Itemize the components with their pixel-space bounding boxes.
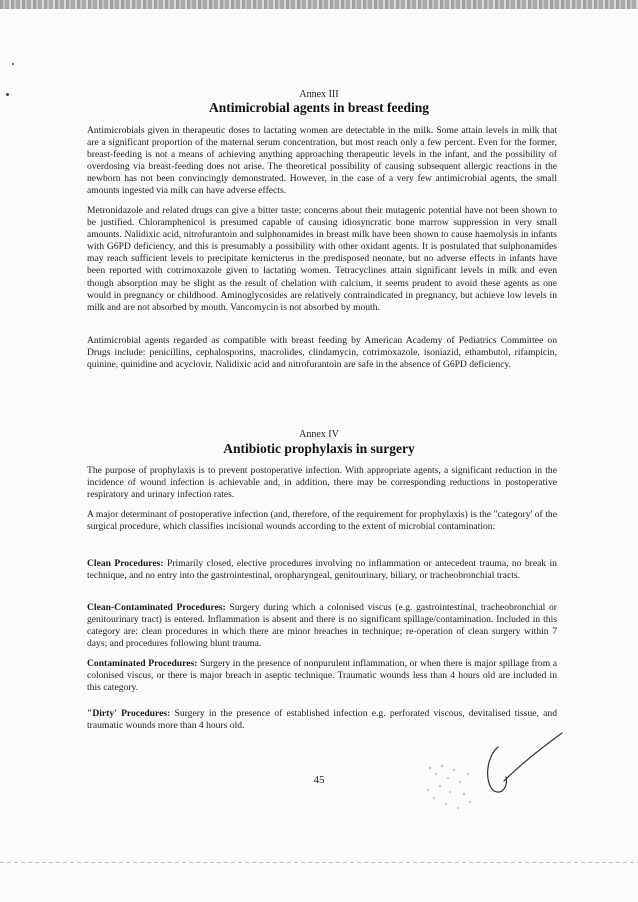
- category-contaminated: [87, 658, 557, 694]
- annex-iii-paragraph-3: Antimicrobial agents regarded as compatible with breast feeding by American Academy of Pediatrics Committee on Drugs include: penicillins, cephalosporins, macrolides, clindamycin, cotrimoxazole, isoniazid, ethambutol, rifampicin, quinine, quinidine and acyclovir. Nalidixic acid and nitrofurantoin are safe in the absence of G6PD deficiency.: [87, 335, 557, 371]
- annex-iv-paragraph-2: A major determinant of postoperative infection (and, therefore, of the requirement for prophylaxis) is the "category' of the surgical procedure, which classifies incisional wounds according to the extent of microbial contamination:: [87, 509, 557, 533]
- page-number: 45: [313, 774, 325, 786]
- category-term: "Dirty' Procedures:: [87, 708, 171, 719]
- handwritten-signature: [480, 725, 570, 805]
- annex-iii-label: Annex III: [299, 89, 339, 100]
- category-text: Surgery in the presence of nonpurulent inflammation, or when there is major spillage from a colonised viscus, or there is major breach in aseptic technique. Traumatic wounds less than 4 hours old are included in this category.: [87, 658, 557, 694]
- scan-speck: [12, 63, 14, 65]
- annex-iv-title: Antibiotic prophylaxis in surgery: [223, 441, 415, 456]
- annex-iii-paragraph-1: Antimicrobials given in therapeutic doses to lactating women are detectable in the milk. Some attain levels in milk that are a significant proportion of the maternal serum concentration, but most reach only a few percent. Even for the former, breast-feeding is not a means of achieving anything approaching therapeutic levels in the infant, and the possibility of overdosing via breast-feeding does not arise. The theoretical possibility of causing subsequent allergic reactions in the newborn has not been convincingly demonstrated. However, in the case of a very few antimicrobial agents, the small amounts ingested via milk can have adverse effects.: [87, 125, 557, 197]
- annex-iv-paragraph-1: The purpose of prophylaxis is to prevent postoperative infection. With appropriate agents, a significant reduction in the incidence of wound infection is achievable and, in addition, there may be corresponding reductions in postoperative respiratory and urinary infection rates.: [87, 465, 557, 501]
- category-text: Surgery during which a colonised viscus (e.g. gastrointestinal, tracheobronchial or genitourinary tract) is entered. Inflammation is absent and there is no significant spillage/contamination. Included in this category are: clean procedures in which there are minor breaches in technique; re-operation of clean surgery within 7 days; and procedures following blunt trauma.: [87, 602, 557, 650]
- annex-iii-title: Antimicrobial agents in breast feeding: [208, 100, 429, 115]
- annex-iv-label: Annex IV: [299, 429, 339, 440]
- category-term: Contaminated Procedures:: [87, 658, 198, 669]
- category-text: Surgery in the presence of established infection e.g. perforated viscous, devitalised tissue, and traumatic wounds more than 4 hours old.: [87, 708, 557, 732]
- category-term: Clean-Contaminated Procedures:: [87, 602, 226, 613]
- category-term: Clean Procedures:: [87, 558, 164, 569]
- category-clean-contaminated: [87, 602, 557, 650]
- annex-iii-paragraph-2: Metronidazole and related drugs can give a bitter taste; concerns about their mutagenic potential have not been shown to be justified. Chloramphenicol is presumed capable of causing idiosyncratic bone marrow suppression in very small amounts. Nalidixic acid, nitrofurantoin and sulphonamides in breast milk have been shown to cause haemolysis in infants with G6PD deficiency, and this is presumably a possibility with other oxidant agents. It is postulated that sulphonamides may reach sufficient levels to precipitate kernicterus in the predisposed neonate, but no adverse effects in infants have been reported with cotrimoxazole given to lactating women. Tetracyclines attain significant levels in milk and even though absorption may be slight as the result of chelation with calcium, it seems prudent to avoid these agents as one would in pregnancy or childhood. Aminoglycosides are relatively contraindicated in pregnancy, but achieve low levels in milk and are not absorbed by mouth. Vancomycin is not absorbed by mouth.: [87, 205, 557, 313]
- scan-artifact-bottom: [0, 862, 638, 863]
- scan-artifact-top: [0, 0, 638, 9]
- category-clean: [87, 558, 557, 582]
- category-text: Primarily closed, elective procedures involving no inflammation or antecedent trauma, no break in technique, and no entry into the gastrointestinal, oropharyngeal, genitourinary, biliary, or tracheobronchial tracts.: [87, 558, 557, 582]
